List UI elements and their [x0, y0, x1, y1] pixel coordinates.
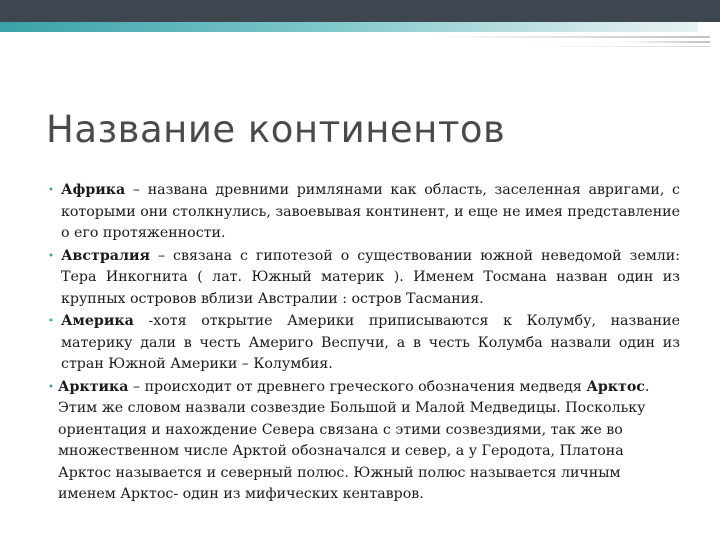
item-text: -хотя открытие Америки приписываются к Колумбу, название материку дали в честь Америго Веспучи, а в честь Колумба назвали один из стран Южной Америки – Колумбия. [61, 313, 680, 372]
list-item-arctic [40, 377, 676, 506]
slide-accent-stripe [0, 22, 698, 32]
bullet-icon: • [48, 250, 54, 262]
slide-content [44, 180, 680, 506]
term-arktos: Арктос [586, 378, 645, 395]
item-text: – связана с гипотезой о существовании южной неведомой земли: Тера Инкогнита ( лат. Южный материк ). Именем Тосмана назван один из крупных островов вблизи Австралии : остров Тасмания. [61, 247, 680, 307]
bullet-icon: • [48, 316, 54, 327]
item-text: . Этим же словом назвали созвездие Большой и Малой Медведицы. Поскольку ориентация и нахождение Севера связана с этими созвездиями, так же во множественном числе Арктой обозначался и север, а у Геродота, Платона Арктос называется и северный полюс. Южный полюс называется личным именем Арктос- один из мифических кентавров. [58, 378, 650, 502]
item-text: – происходит от древнего греческого обозначения медведя [128, 378, 587, 395]
bullet-icon: • [48, 381, 54, 393]
list-item-africa [44, 180, 680, 245]
decorative-line [620, 41, 710, 43]
slide-header-bar [0, 0, 720, 22]
list-item-australia [44, 246, 680, 311]
term-arctic: Арктика [58, 378, 129, 395]
decorative-line [430, 36, 710, 38]
bullet-icon: • [48, 185, 54, 196]
decorative-line [520, 46, 710, 47]
term-australia: Австралия [61, 247, 150, 264]
item-text: – названа древними римлянами как область, заселенная авригами, с которыми они столкнулись, завоевывая континент, и еще не имея представление о его протяженности. [61, 182, 680, 241]
term-africa: Африка [61, 182, 126, 198]
term-america: Америка [61, 313, 134, 329]
list-item-america [44, 311, 680, 376]
slide-title: Название континентов [46, 108, 506, 151]
